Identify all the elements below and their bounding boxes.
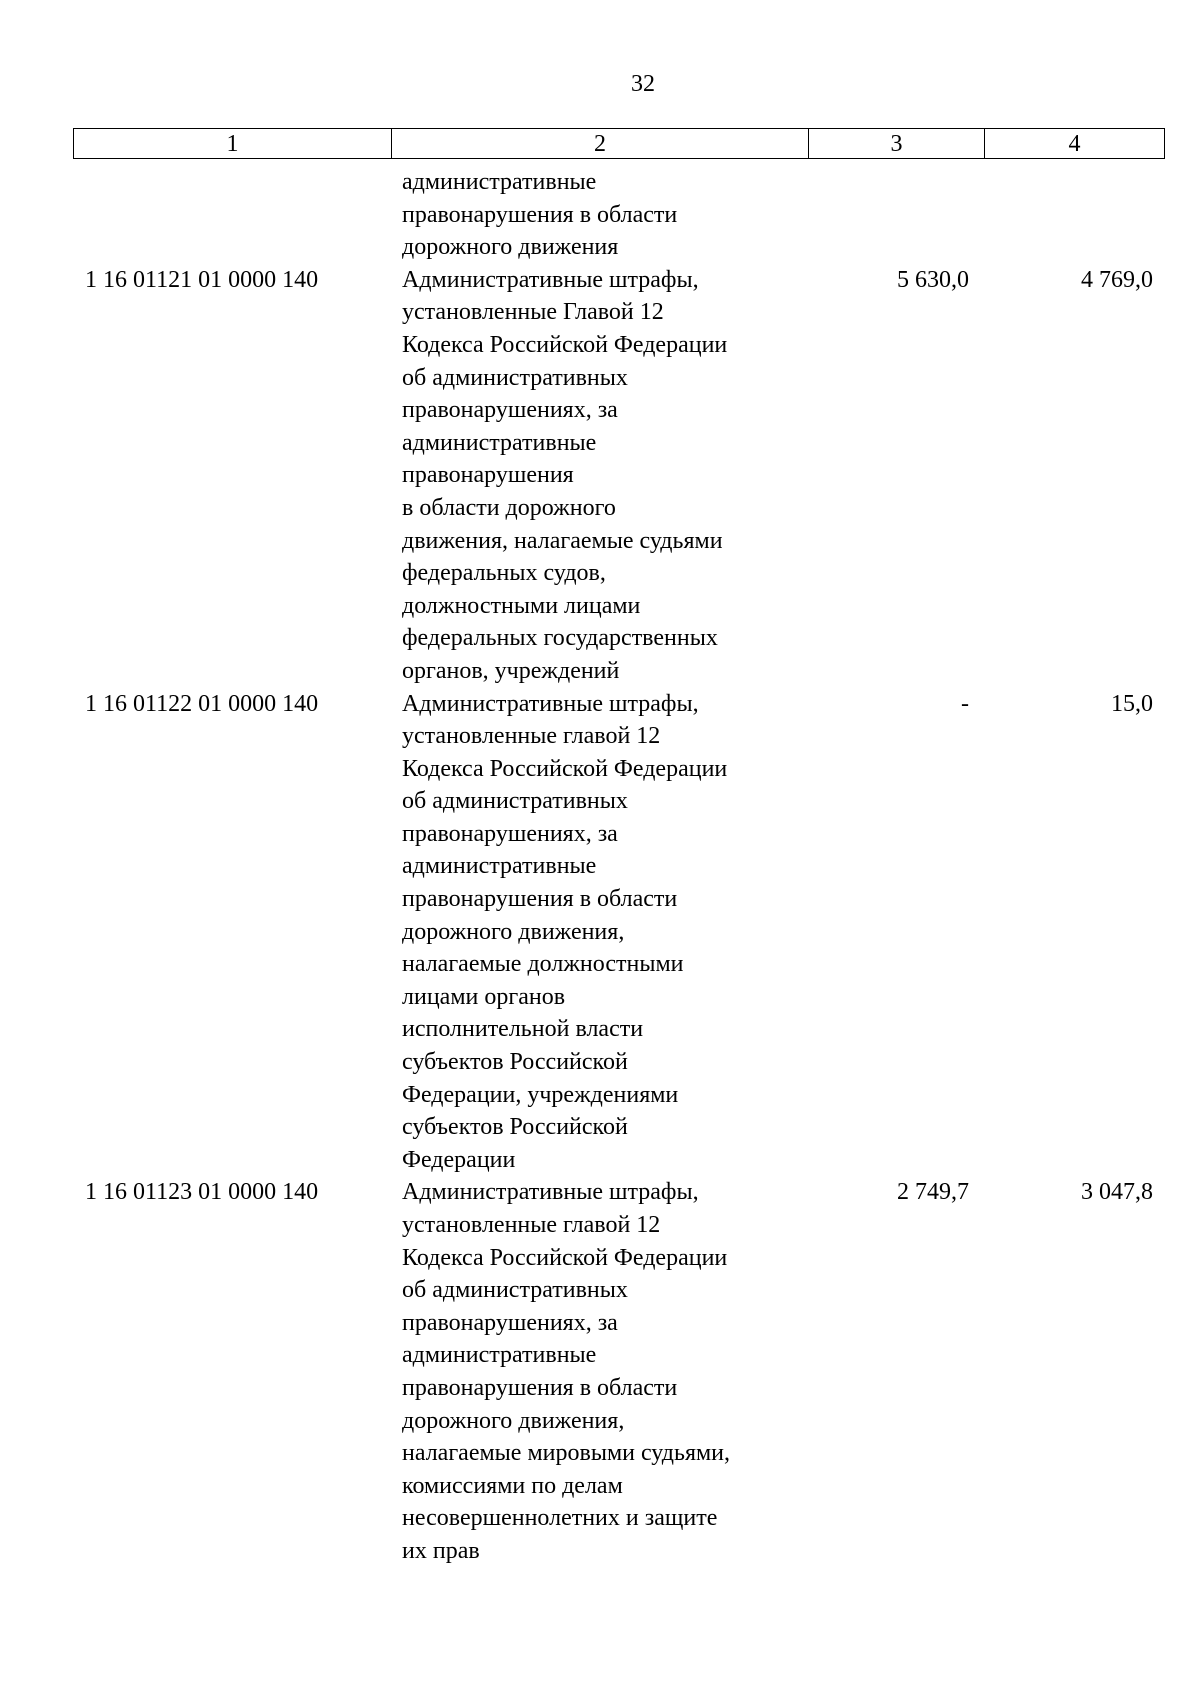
row-description: Административные штрафы, установленные Главой 12 Кодекса Российской Федерации об административных правонарушениях, за административные правонарушения в области дорожного движения, налагаемые судьями федеральных судов, должностными лицами федеральных государственных органов, учреждений bbox=[402, 266, 728, 684]
header-col-3: 3 bbox=[809, 129, 985, 159]
budget-code: 1 16 01123 01 0000 140 bbox=[85, 1179, 319, 1206]
page-number: 32 bbox=[631, 71, 655, 97]
budget-code: 1 16 01121 01 0000 140 bbox=[85, 266, 319, 293]
continuation-col4 bbox=[981, 166, 1165, 264]
revenue-table bbox=[73, 166, 1165, 1568]
value-col3: - bbox=[961, 690, 969, 717]
header-col-2: 2 bbox=[392, 129, 809, 159]
row-description: Административные штрафы, установленные главой 12 Кодекса Российской Федерации об административных правонарушениях, за административные правонарушения в области дорожного движения, налагаемые должностными лицами органов исполнительной власти субъектов Российской Федерации, учреждениями субъектов Российской Федерации bbox=[402, 690, 728, 1173]
table-row bbox=[73, 688, 1165, 1177]
row-description: Административные штрафы, установленные главой 12 Кодекса Российской Федерации об административных правонарушениях, за административные правонарушения в области дорожного движения, налагаемые мировыми судьями, комиссиями по делам несовершеннолетних и защите их прав bbox=[402, 1179, 731, 1564]
header-col-1: 1 bbox=[74, 129, 392, 159]
budget-code: 1 16 01122 01 0000 140 bbox=[85, 690, 319, 717]
value-col4: 3 047,8 bbox=[1081, 1179, 1153, 1206]
value-col3: 2 749,7 bbox=[897, 1179, 969, 1206]
value-col4: 4 769,0 bbox=[1081, 266, 1153, 293]
table-row bbox=[73, 264, 1165, 688]
continuation-description: административные правонарушения в области дорожного движения bbox=[402, 169, 678, 261]
continuation-code-cell bbox=[73, 166, 390, 264]
value-col4: 15,0 bbox=[1111, 690, 1153, 717]
table-row bbox=[73, 1176, 1165, 1567]
header-col-4: 4 bbox=[985, 129, 1165, 159]
table-header bbox=[73, 128, 1165, 159]
continuation-row bbox=[73, 166, 1165, 264]
header-row bbox=[74, 129, 1165, 159]
continuation-col3 bbox=[806, 166, 981, 264]
value-col3: 5 630,0 bbox=[897, 266, 969, 293]
